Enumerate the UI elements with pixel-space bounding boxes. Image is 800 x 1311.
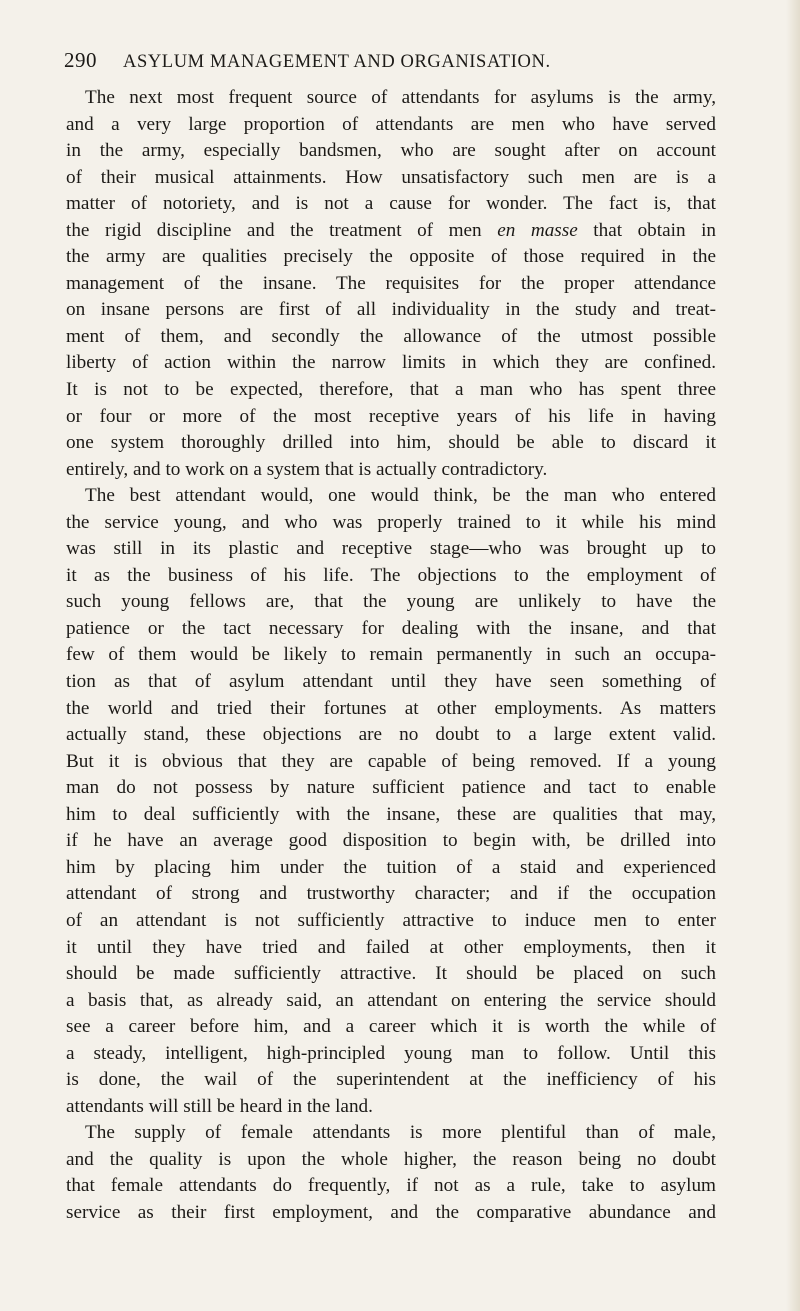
paragraph <box>66 1120 716 1226</box>
text-line: The supply of female attendants is more plentiful than of male, <box>85 1122 716 1144</box>
text-line: one system thoroughly drilled into him, should be able to discard it <box>66 432 716 454</box>
text-line: management of the insane. The requisites for the proper attendance <box>66 272 716 294</box>
text-line: and the quality is upon the whole higher, the reason being no doubt <box>66 1148 716 1170</box>
text-line: is done, the wail of the superintendent at the inefficiency of his <box>66 1069 716 1091</box>
text-line: was still in its plastic and receptive stage—who was brought up to <box>66 538 716 560</box>
text-line: the world and tried their fortunes at other employments. As matters <box>66 697 716 719</box>
text-line: service as their first employment, and the comparative abundance and <box>66 1201 716 1223</box>
running-head <box>64 48 716 84</box>
text-line: The best attendant would, one would think, be the man who entered <box>85 485 716 507</box>
text-line: The next most frequent source of attendants for asylums is the army, <box>85 87 716 108</box>
text-line: attendant of strong and trustworthy character; and if the occupation <box>66 883 716 905</box>
text-line: such young fellows are, that the young are unlikely to have the <box>66 591 716 613</box>
text-line: of an attendant is not sufficiently attractive to induce men to enter <box>66 909 716 931</box>
text-line: on insane persons are first of all individuality in the study and treat- <box>66 299 716 321</box>
italic-phrase: en masse <box>497 219 578 241</box>
text-line: man do not possess by nature sufficient patience and tact to enable <box>66 777 716 799</box>
text-line: It is not to be expected, therefore, that a man who has spent three <box>66 379 716 401</box>
text-line: should be made sufficiently attractive. It should be placed on such <box>66 963 716 985</box>
text-line: it as the business of his life. The objections to the employment of <box>66 564 716 586</box>
body-text <box>66 85 716 1227</box>
text-line: see a career before him, and a career which it is worth the while of <box>66 1016 716 1038</box>
paragraph <box>66 483 716 1120</box>
page-number: 290 <box>64 48 97 72</box>
text-line: attendants will still be heard in the land. <box>66 1095 373 1117</box>
text-line: a steady, intelligent, high-principled young man to follow. Until this <box>66 1042 716 1064</box>
text-line: matter of notoriety, and is not a cause for wonder. The fact is, that <box>66 193 716 215</box>
text-line: if he have an average good disposition to begin with, be drilled into <box>66 830 716 852</box>
text-line: in the army, especially bandsmen, who are sought after on account <box>66 140 716 162</box>
text-line: a basis that, as already said, an attendant on entering the service should <box>66 989 716 1011</box>
text-line: or four or more of the most receptive years of his life in having <box>66 405 716 427</box>
text-line: entirely, and to work on a system that is actually contradictory. <box>66 458 548 480</box>
text-line: it until they have tried and failed at other employments, then it <box>66 936 716 958</box>
text-line: actually stand, these objections are no doubt to a large extent valid. <box>66 724 716 746</box>
text-line: few of them would be likely to remain permanently in such an occupa- <box>66 644 716 666</box>
text-line: But it is obvious that they are capable of being removed. If a young <box>66 750 716 772</box>
text-line: him to deal sufficiently with the insane, these are qualities that may, <box>66 803 716 825</box>
text-line: that female attendants do frequently, if not as a rule, take to asylum <box>66 1175 716 1197</box>
text-line: tion as that of asylum attendant until they have seen something of <box>66 671 716 693</box>
running-head-title: ASYLUM MANAGEMENT AND ORGANISATION. <box>123 52 551 72</box>
text-line: the army are qualities precisely the opposite of those required in the <box>66 246 716 268</box>
text-line: the service young, and who was properly trained to it while his mind <box>66 511 716 533</box>
text-line: and a very large proportion of attendants are men who have served <box>66 113 716 135</box>
text-line: of their musical attainments. How unsatisfactory such men are is a <box>66 166 716 188</box>
page-edge-shadow <box>786 0 800 1311</box>
text-line: him by placing him under the tuition of a staid and experienced <box>66 856 716 878</box>
text-line: ment of them, and secondly the allowance of the utmost possible <box>66 325 716 347</box>
text-line: liberty of action within the narrow limits in which they are confined. <box>66 352 716 374</box>
text-line: patience or the tact necessary for dealing with the insane, and that <box>66 617 716 639</box>
paragraph <box>66 85 716 483</box>
text-line: the rigid discipline and the treatment of men en masse that obtain in <box>66 219 716 241</box>
